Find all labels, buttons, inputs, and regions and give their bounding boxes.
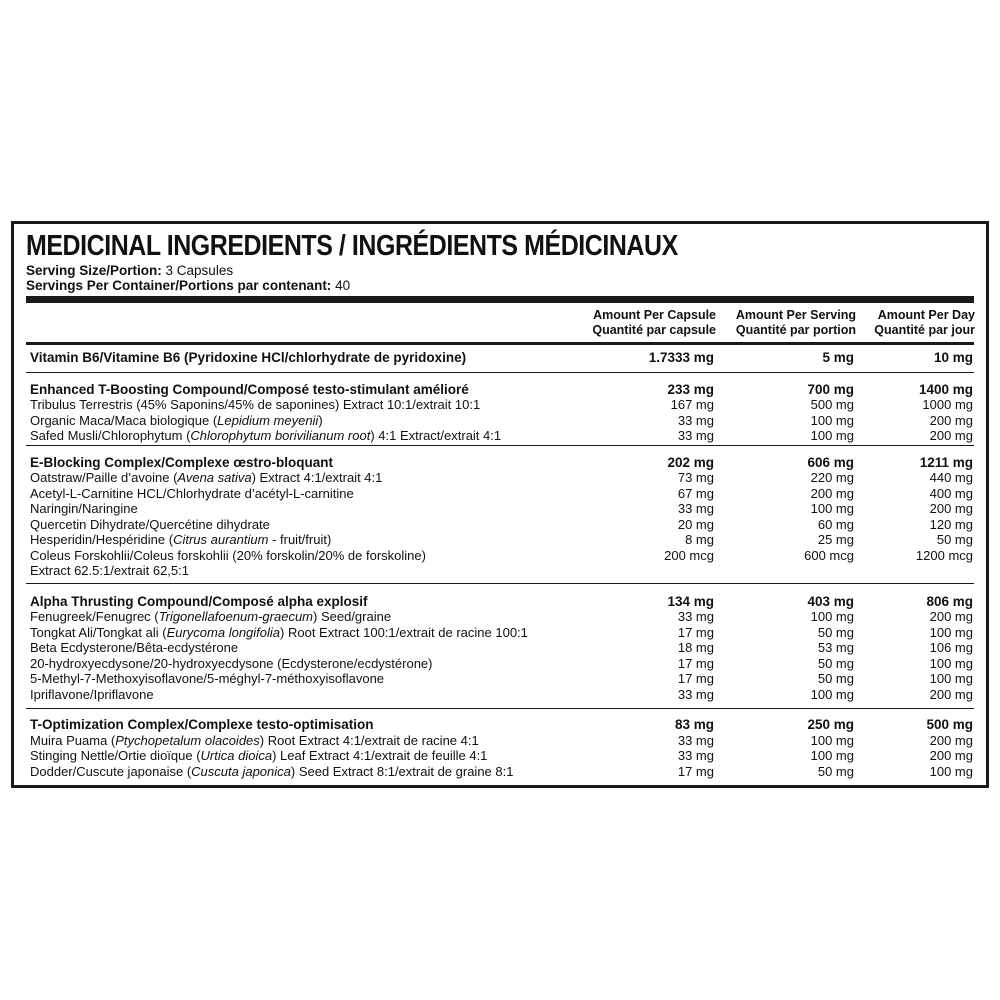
amount-per-capsule: 8 mg (685, 532, 714, 547)
ingredient-row (26, 764, 974, 779)
ingredient-name: Enhanced T-Boosting Compound/Composé testo-stimulant amélioré (30, 382, 469, 397)
column-header-per-serving (736, 308, 856, 338)
amount-per-capsule: 17 mg (677, 764, 714, 779)
amount-per-day: 200 mg (929, 733, 973, 748)
serving-size-label: Serving Size/Portion: (26, 263, 162, 278)
amount-per-serving: 50 mg (817, 671, 854, 686)
ingredient-row (26, 733, 974, 748)
ingredient-name: T-Optimization Complex/Complexe testo-optimisation (30, 717, 374, 732)
amount-per-capsule: 233 mg (667, 382, 714, 397)
column-header-fr: Quantité par jour (874, 323, 975, 337)
amount-per-capsule: 33 mg (677, 609, 714, 624)
ingredient-name: Naringin/Naringine (30, 501, 138, 516)
ingredient-name: Ipriflavone/Ipriflavone (30, 687, 154, 702)
amount-per-capsule: 83 mg (674, 717, 714, 732)
section-divider (26, 708, 974, 709)
amount-per-day: 100 mg (929, 764, 973, 779)
amount-per-serving: 200 mg (810, 486, 854, 501)
ingredient-name: Acetyl-L-Carnitine HCL/Chlorhydrate d’acétyl-L-carnitine (30, 486, 354, 501)
amount-per-day: 200 mg (929, 501, 973, 516)
amount-per-capsule: 73 mg (677, 470, 714, 485)
amount-per-day: 100 mg (929, 625, 973, 640)
amount-per-serving: 700 mg (807, 382, 854, 397)
ingredient-row (26, 671, 974, 686)
amount-per-capsule: 134 mg (667, 594, 714, 609)
amount-per-capsule: 33 mg (677, 733, 714, 748)
amount-per-capsule: 67 mg (677, 486, 714, 501)
ingredient-name: Tongkat Ali/Tongkat ali (Eurycoma longifolia) Root Extract 100:1/extrait de racine 100:1 (30, 625, 528, 640)
amount-per-serving: 100 mg (810, 609, 854, 624)
amount-per-day: 100 mg (929, 656, 973, 671)
amount-per-day: 120 mg (929, 517, 973, 532)
amount-per-capsule: 17 mg (677, 656, 714, 671)
amount-per-serving: 100 mg (810, 501, 854, 516)
ingredient-row (26, 517, 974, 532)
ingredient-name: Muira Puama (Ptychopetalum olacoides) Root Extract 4:1/extrait de racine 4:1 (30, 733, 479, 748)
amount-per-capsule: 1.7333 mg (648, 350, 714, 365)
amount-per-serving: 100 mg (810, 428, 854, 443)
amount-per-capsule: 18 mg (677, 640, 714, 655)
amount-per-day: 50 mg (936, 532, 973, 547)
amount-per-capsule: 33 mg (677, 428, 714, 443)
servings-per-container-label: Servings Per Container/Portions par contenant: (26, 278, 332, 293)
ingredient-name: 20-hydroxyecdysone/20-hydroxyecdysone (Ecdysterone/ecdystérone) (30, 656, 433, 671)
amount-per-serving: 5 mg (822, 350, 854, 365)
servings-per-container-value: 40 (331, 278, 351, 293)
ingredient-name: Hesperidin/Hespéridine (Citrus aurantium - fruit/fruit) (30, 532, 332, 547)
amount-per-day: 100 mg (929, 671, 973, 686)
amount-per-serving: 100 mg (810, 748, 854, 763)
ingredient-row (26, 625, 974, 640)
amount-per-day: 1200 mcg (915, 548, 973, 563)
ingredient-name: Vitamin B6/Vitamine B6 (Pyridoxine HCl/chlorhydrate de pyridoxine) (30, 350, 467, 365)
amount-per-capsule: 33 mg (677, 687, 714, 702)
ingredient-name: Beta Ecdysterone/Bêta-ecdystérone (30, 640, 239, 655)
ingredient-name: E-Blocking Complex/Complexe œstro-bloquant (30, 455, 334, 470)
amount-per-day: 400 mg (929, 486, 973, 501)
amount-per-capsule: 17 mg (677, 671, 714, 686)
amount-per-day: 806 mg (926, 594, 973, 609)
ingredient-row (26, 748, 974, 763)
group-header-row (26, 455, 974, 470)
serving-size-value: 3 Capsules (161, 263, 234, 278)
amount-per-serving: 50 mg (817, 625, 854, 640)
ingredient-name: Dodder/Cuscute japonaise (Cuscuta japonica) Seed Extract 8:1/extrait de graine 8:1 (30, 764, 514, 779)
amount-per-serving: 100 mg (810, 413, 854, 428)
amount-per-serving: 100 mg (810, 733, 854, 748)
amount-per-day: 200 mg (929, 413, 973, 428)
amount-per-serving: 220 mg (810, 470, 854, 485)
ingredient-row (26, 532, 974, 547)
group-header-row (26, 350, 974, 365)
amount-per-capsule: 33 mg (677, 501, 714, 516)
group-header-row (26, 382, 974, 397)
panel-title: MEDICINAL INGREDIENTS / INGRÉDIENTS MÉDICINAUX (26, 230, 678, 262)
amount-per-capsule: 33 mg (677, 748, 714, 763)
ingredient-row (26, 609, 974, 624)
amount-per-capsule: 20 mg (677, 517, 714, 532)
serving-size (26, 263, 233, 278)
amount-per-day: 200 mg (929, 687, 973, 702)
ingredient-row (26, 687, 974, 702)
amount-per-capsule: 200 mcg (664, 548, 714, 563)
amount-per-serving: 53 mg (817, 640, 854, 655)
column-header-per-day (874, 308, 975, 338)
column-header-per-capsule (592, 308, 716, 338)
ingredient-row (26, 501, 974, 516)
ingredient-name: Fenugreek/Fenugrec (Trigonellafoenum-graecum) Seed/graine (30, 609, 392, 624)
column-header-fr: Quantité par portion (735, 323, 856, 337)
ingredient-name: 5-Methyl-7-Methoxyisoflavone/5-méghyl-7-méthoxyisoflavone (30, 671, 385, 686)
ingredient-row (26, 656, 974, 671)
amount-per-capsule: 167 mg (670, 397, 714, 412)
column-header-en: Amount Per Serving (735, 308, 856, 322)
amount-per-day: 440 mg (929, 470, 973, 485)
column-header-en: Amount Per Day (877, 308, 975, 322)
section-divider (26, 372, 974, 373)
column-header-fr: Quantité par capsule (592, 323, 716, 337)
amount-per-day: 200 mg (929, 609, 973, 624)
group-header-row (26, 594, 974, 609)
amount-per-serving: 50 mg (817, 656, 854, 671)
amount-per-day: 500 mg (926, 717, 973, 732)
amount-per-day: 1000 mg (922, 397, 973, 412)
amount-per-serving: 403 mg (807, 594, 854, 609)
amount-per-serving: 100 mg (810, 687, 854, 702)
ingredient-name: Safed Musli/Chlorophytum (Chlorophytum borivilianum root) 4:1 Extract/extrait 4:1 (30, 428, 502, 443)
section-divider (26, 445, 974, 446)
amount-per-capsule: 17 mg (677, 625, 714, 640)
ingredient-row (26, 413, 974, 428)
amount-per-serving: 50 mg (817, 764, 854, 779)
ingredient-name: Stinging Nettle/Ortie dioïque (Urtica dioica) Leaf Extract 4:1/extrait de feuille 4:1 (30, 748, 488, 763)
header-divider (26, 296, 974, 303)
ingredient-name: Organic Maca/Maca biologique (Lepidium meyenii) (30, 413, 323, 428)
amount-per-day: 1211 mg (919, 455, 973, 470)
medicinal-ingredients-panel (11, 221, 989, 788)
column-header-en: Amount Per Capsule (593, 308, 716, 322)
ingredient-name: Extract 62.5:1/extrait 62,5:1 (30, 563, 189, 578)
column-header-divider (26, 342, 974, 345)
amount-per-capsule: 202 mg (667, 455, 714, 470)
ingredient-row (26, 640, 974, 655)
ingredient-row (26, 470, 974, 485)
amount-per-day: 106 mg (929, 640, 973, 655)
amount-per-serving: 600 mcg (804, 548, 854, 563)
amount-per-serving: 500 mg (810, 397, 854, 412)
ingredient-name: Quercetin Dihydrate/Quercétine dihydrate (30, 517, 270, 532)
amount-per-serving: 25 mg (817, 532, 854, 547)
amount-per-day: 200 mg (929, 428, 973, 443)
ingredient-name: Alpha Thrusting Compound/Composé alpha explosif (30, 594, 368, 609)
amount-per-serving: 250 mg (807, 717, 854, 732)
ingredient-row (26, 428, 974, 443)
section-divider (26, 583, 974, 584)
amount-per-day: 10 mg (933, 350, 973, 365)
servings-per-container (26, 278, 350, 293)
amount-per-capsule: 33 mg (677, 413, 714, 428)
amount-per-day: 1400 mg (918, 382, 973, 397)
amount-per-serving: 606 mg (807, 455, 854, 470)
amount-per-day: 200 mg (929, 748, 973, 763)
ingredient-name: Tribulus Terrestris (45% Saponins/45% de saponines) Extract 10:1/extrait 10:1 (30, 397, 481, 412)
group-header-row (26, 717, 974, 732)
ingredient-name: Coleus Forskohlii/Coleus forskohlii (20% forskolin/20% de forskoline) (30, 548, 426, 563)
ingredient-row (26, 563, 974, 578)
amount-per-serving: 60 mg (817, 517, 854, 532)
ingredient-row (26, 548, 974, 563)
ingredient-row (26, 397, 974, 412)
ingredient-row (26, 486, 974, 501)
ingredient-name: Oatstraw/Paille d’avoine (Avena sativa) Extract 4:1/extrait 4:1 (30, 470, 383, 485)
